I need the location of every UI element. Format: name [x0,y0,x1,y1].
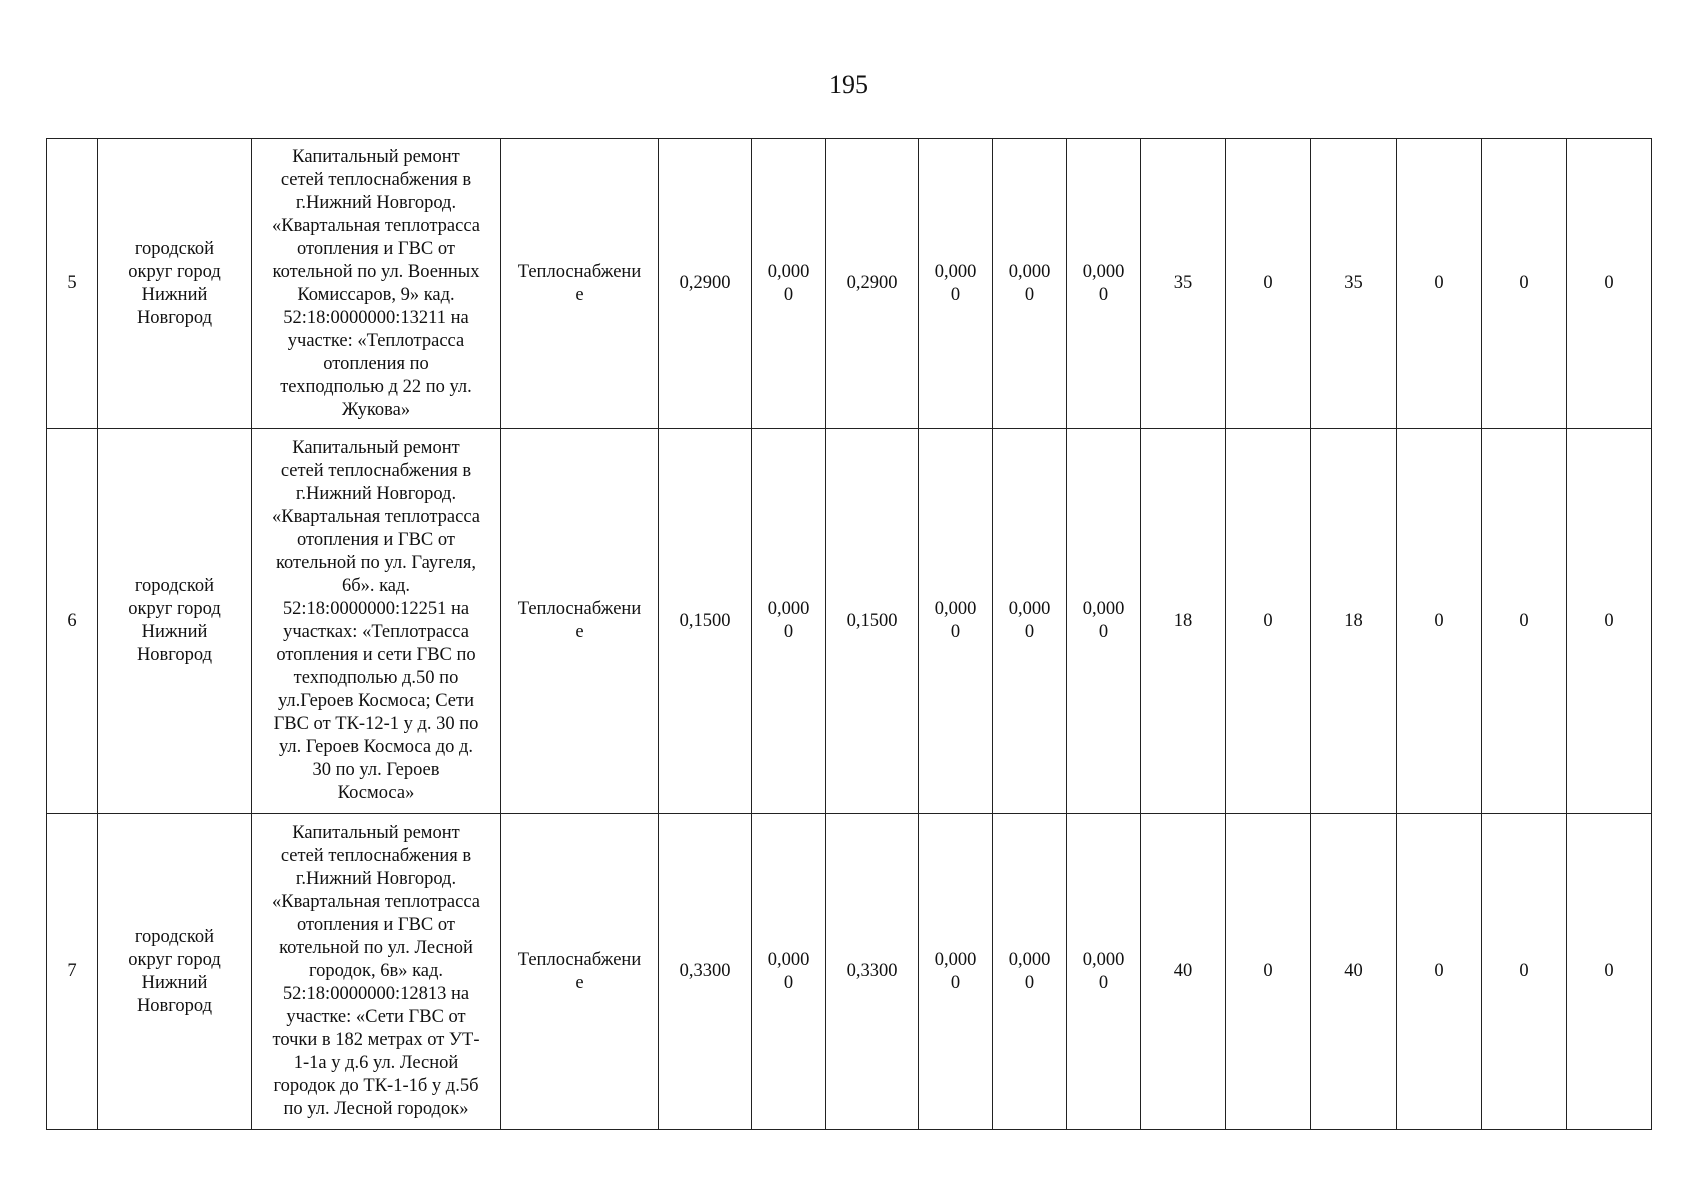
cell-line: Нижний [141,284,208,305]
value-cell-2 [752,429,826,814]
cell-line: 0 [783,622,794,642]
description-cell [252,139,501,429]
cell-line: г.Нижний Новгород. [295,192,457,213]
value-cell-9: 40 [1311,814,1397,1130]
cell-line: 0,000 [767,261,810,282]
value-cell-6 [1067,139,1141,429]
value-cell-7: 18 [1141,429,1226,814]
cell-line: 0 [1098,972,1109,993]
page-number: 195 [829,70,868,99]
value-cell-8: 0 [1226,814,1311,1130]
cell-line: 0 [950,622,961,642]
cell-line: округ город [128,599,221,619]
cell-line: Космоса» [337,783,415,803]
value-cell-3: 0,3300 [826,814,919,1130]
cell-line: 0,000 [1082,599,1125,619]
value-cell-11: 0 [1482,814,1567,1130]
cell-line: округ город [128,261,221,282]
value-cell-9: 35 [1311,139,1397,429]
cell-line: 0,000 [934,949,977,970]
cell-line: Капитальный ремонт [292,146,460,167]
cell-line: 0,000 [1082,949,1125,970]
cell-line: е [575,972,584,993]
value-cell-3: 0,2900 [826,139,919,429]
cell-line: городок, 6в» кад. [308,961,444,981]
value-cell-11: 0 [1482,429,1567,814]
table-row [47,139,1652,429]
row-number-cell: 5 [47,139,98,429]
cell-line: г.Нижний Новгород. [295,869,457,889]
cell-line: Новгород [136,307,213,328]
value-cell-5 [993,139,1067,429]
cell-line: котельной по ул. Лесной [279,938,473,958]
cell-line: Новгород [136,645,213,665]
territory-cell [98,814,252,1130]
cell-line: 0,000 [1008,949,1051,970]
cell-line: отопления и сети ГВС по [276,645,476,665]
cell-line: 0,000 [934,261,977,282]
cell-line: Жукова» [341,399,411,420]
cell-line: 0 [1098,622,1109,642]
row-number-cell: 7 [47,814,98,1130]
cell-line: «Квартальная теплотрасса [272,215,480,236]
cell-line: 1-1а у д.6 ул. Лесной [293,1053,459,1073]
cell-line: округ город [128,949,221,970]
cell-line: техподполью д 22 по ул. [280,376,472,397]
sector-cell [501,814,659,1130]
table-row [47,814,1652,1130]
cell-line: Новгород [136,995,213,1016]
cell-line: Нижний [141,622,208,642]
cell-line: г.Нижний Новгород. [295,484,457,504]
cell-line: техподполью д.50 по [293,668,459,688]
cell-line: городской [134,576,215,596]
cell-line: 52:18:0000000:13211 на [283,307,469,328]
cell-line: сетей теплоснабжения в [280,169,472,190]
cell-line: котельной по ул. Военных [272,261,480,282]
sector-cell [501,139,659,429]
value-cell-12: 0 [1567,814,1652,1130]
value-cell-8: 0 [1226,429,1311,814]
cell-line: 0,000 [767,599,810,619]
cell-line: Теплоснабжени [517,599,642,619]
cell-line: 30 по ул. Героев [312,760,440,780]
value-cell-6 [1067,429,1141,814]
cell-line: отопления по [323,353,429,374]
cell-line: 0 [783,972,794,993]
cell-line: Нижний [141,972,208,993]
value-cell-10: 0 [1397,814,1482,1130]
value-cell-5 [993,814,1067,1130]
cell-line: участке: «Сети ГВС от [286,1007,466,1027]
cell-line: 0 [1098,284,1109,305]
value-cell-4 [919,814,993,1130]
value-cell-10: 0 [1397,429,1482,814]
cell-line: 52:18:0000000:12251 на [282,599,470,619]
cell-line: 0,000 [767,949,810,970]
territory-cell [98,429,252,814]
cell-line: участке: «Теплотрасса [287,330,465,351]
cell-line: Капитальный ремонт [292,438,460,458]
table-row [47,429,1652,814]
cell-line: 52:18:0000000:12813 на [282,984,470,1004]
value-cell-8: 0 [1226,139,1311,429]
cell-line: 0,000 [1008,599,1051,619]
cell-line: ул.Героев Космоса; Сети [277,691,475,711]
cell-line: Капитальный ремонт [292,823,460,843]
value-cell-9: 18 [1311,429,1397,814]
cell-line: 0,000 [1008,261,1051,282]
value-cell-10: 0 [1397,139,1482,429]
cell-line: 0,000 [934,599,977,619]
sector-cell [501,429,659,814]
cell-line: городской [134,238,215,259]
description-cell [252,429,501,814]
value-cell-2 [752,139,826,429]
cell-line: отопления и ГВС от [297,530,455,550]
territory-cell [98,139,252,429]
cell-line: отопления и ГВС от [297,238,455,259]
cell-line: 0 [1024,284,1035,305]
value-cell-12: 0 [1567,429,1652,814]
description-cell [252,814,501,1130]
cell-line: 6б». кад. [341,576,411,596]
cell-line: ГВС от ТК-12-1 у д. 30 по [273,714,479,734]
cell-line: точки в 182 метрах от УТ- [272,1030,480,1050]
cell-line: 0 [1024,972,1035,993]
cell-line: 0,000 [1082,261,1125,282]
cell-line: «Квартальная теплотрасса [272,507,480,527]
row-number-cell: 6 [47,429,98,814]
cell-line: Теплоснабжени [517,949,642,970]
value-cell-1: 0,2900 [659,139,752,429]
value-cell-5 [993,429,1067,814]
value-cell-4 [919,139,993,429]
cell-line: 0 [950,972,961,993]
cell-line: участках: «Теплотрасса [283,622,469,642]
value-cell-7: 35 [1141,139,1226,429]
cell-line: «Квартальная теплотрасса [272,892,480,912]
cell-line: ул. Героев Космоса до д. [278,737,474,757]
value-cell-3: 0,1500 [826,429,919,814]
cell-line: котельной по ул. Гаугеля, [275,553,477,573]
cell-line: 0 [950,284,961,305]
value-cell-12: 0 [1567,139,1652,429]
cell-line: отопления и ГВС от [297,915,455,935]
cell-line: 0 [783,284,794,305]
value-cell-6 [1067,814,1141,1130]
cell-line: городок до ТК-1-1б у д.5б [273,1076,479,1096]
cell-line: Комиссаров, 9» кад. [297,284,455,305]
cell-line: Теплоснабжени [517,261,642,282]
cell-line: е [575,622,584,642]
value-cell-7: 40 [1141,814,1226,1130]
cell-line: е [575,284,584,305]
cell-line: сетей теплоснабжения в [280,846,472,866]
cell-line: 0 [1024,622,1035,642]
value-cell-2 [752,814,826,1130]
cell-line: городской [134,926,215,947]
data-table [46,138,1652,1130]
value-cell-1: 0,3300 [659,814,752,1130]
value-cell-1: 0,1500 [659,429,752,814]
cell-line: по ул. Лесной городок» [283,1099,469,1119]
value-cell-11: 0 [1482,139,1567,429]
cell-line: сетей теплоснабжения в [280,461,472,481]
value-cell-4 [919,429,993,814]
